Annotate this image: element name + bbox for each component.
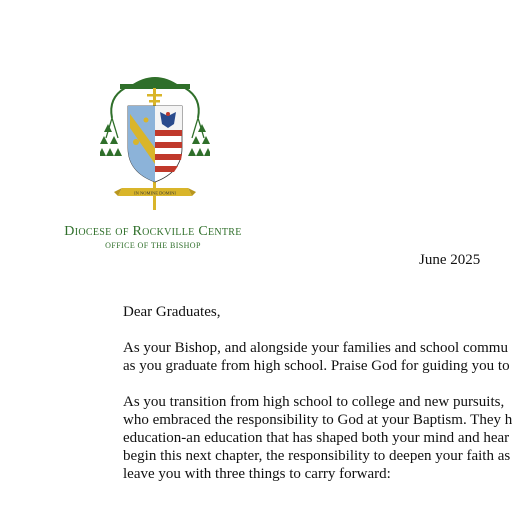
paragraph-line: as you graduate from high school. Praise God for guiding you to	[123, 358, 510, 374]
organization-name: Diocese of Rockville Centre	[64, 224, 242, 239]
paragraph-1	[123, 339, 510, 375]
paragraph-line: who embraced the responsibility to God at your Baptism. They h	[123, 412, 512, 428]
office-name: OFFICE OF THE BISHOP	[105, 241, 201, 250]
paragraph-2	[123, 393, 512, 483]
paragraph-line: leave you with three things to carry forward:	[123, 466, 391, 482]
paragraph-line: begin this next chapter, the responsibility to deepen your faith as	[123, 448, 511, 464]
salutation: Dear Graduates,	[123, 304, 221, 320]
letter-date: June 2025	[419, 252, 481, 268]
motto-text: IN NOMINE DOMINI	[134, 190, 176, 196]
paragraph-line: education-an education that has shaped both your mind and hear	[123, 430, 510, 446]
coat-of-arms-logo	[100, 68, 210, 216]
paragraph-line: As you transition from high school to college and new pursuits,	[123, 394, 505, 410]
paragraph-line: As your Bishop, and alongside your families and school commu	[123, 340, 508, 356]
